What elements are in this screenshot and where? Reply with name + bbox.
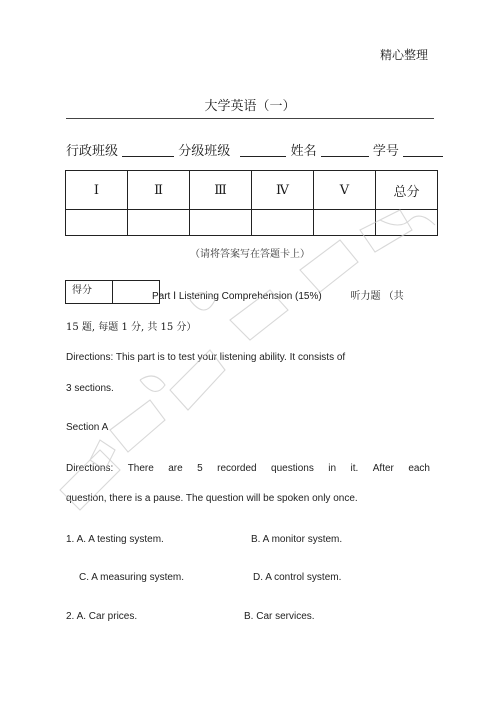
directions1-line1: Directions: This part is to test your listening ability. It consists of bbox=[66, 352, 346, 363]
part1-heading-cn: 听力题 （共 bbox=[350, 291, 404, 302]
score-header-2: Ⅱ bbox=[128, 171, 190, 210]
score-header-1: Ⅰ bbox=[66, 171, 128, 210]
score-cell-2[interactable] bbox=[128, 210, 190, 236]
class-level-blank[interactable] bbox=[240, 144, 286, 157]
score-cell-4[interactable] bbox=[252, 210, 314, 236]
part1-heading-cont: 15 题, 每题 1 分, 共 15 分） bbox=[66, 322, 197, 333]
student-no-label: 学号 bbox=[372, 144, 399, 159]
question-2-option-b: B. Car services. bbox=[244, 611, 315, 622]
score-cell-3[interactable] bbox=[190, 210, 252, 236]
score-header-3: Ⅲ bbox=[190, 171, 252, 210]
directions2-word: There bbox=[127, 463, 154, 474]
part-score-box bbox=[65, 280, 160, 304]
directions2-word: it. bbox=[350, 463, 359, 474]
directions2-line2: question, there is a pause. The question will be spoken only once. bbox=[66, 493, 358, 504]
question-1-option-a: 1. A. A testing system. bbox=[66, 534, 164, 545]
score-table bbox=[65, 170, 438, 236]
name-label: 姓名 bbox=[290, 144, 317, 159]
directions1-line2: 3 sections. bbox=[66, 383, 114, 394]
name-blank[interactable] bbox=[321, 144, 369, 157]
score-cell-1[interactable] bbox=[66, 210, 128, 236]
score-header-total: 总分 bbox=[376, 171, 438, 210]
class-level-label: 分级班级 bbox=[178, 144, 231, 159]
directions2-word: Directions: bbox=[66, 463, 114, 474]
student-no-blank[interactable] bbox=[403, 144, 443, 157]
part1-heading-en: Part Ⅰ Listening Comprehension (15%) bbox=[152, 291, 322, 302]
score-header-5: Ⅴ bbox=[314, 171, 376, 210]
question-2-option-a: 2. A. Car prices. bbox=[66, 611, 138, 622]
question-1-option-d: D. A control system. bbox=[253, 572, 342, 583]
class-admin-label: 行政班级 bbox=[66, 144, 119, 159]
directions2-word: each bbox=[408, 463, 430, 474]
question-1-option-c: C. A measuring system. bbox=[79, 572, 185, 583]
directions2-word: After bbox=[372, 463, 394, 474]
score-header-4: Ⅳ bbox=[252, 171, 314, 210]
directions2-word: questions bbox=[271, 463, 314, 474]
directions2-word: recorded bbox=[217, 463, 257, 474]
header-right-text: 精心整理 bbox=[379, 48, 428, 62]
score-cell-total[interactable] bbox=[376, 210, 438, 236]
student-info-row bbox=[66, 140, 443, 159]
score-label: 得分 bbox=[66, 281, 113, 304]
title-divider bbox=[66, 118, 434, 119]
answer-note: （请将答案写在答题卡上） bbox=[190, 249, 310, 260]
page-title: 大学英语（一） bbox=[204, 99, 296, 114]
directions2-word: are bbox=[168, 463, 183, 474]
section-a-heading: Section A bbox=[66, 422, 109, 433]
score-cell-5[interactable] bbox=[314, 210, 376, 236]
question-1-option-b: B. A monitor system. bbox=[251, 534, 343, 545]
directions2-word: 5 bbox=[197, 463, 203, 474]
class-admin-blank[interactable] bbox=[122, 144, 174, 157]
part1-heading bbox=[152, 287, 404, 302]
directions2-line1 bbox=[66, 463, 430, 474]
directions2-word: in bbox=[328, 463, 337, 474]
